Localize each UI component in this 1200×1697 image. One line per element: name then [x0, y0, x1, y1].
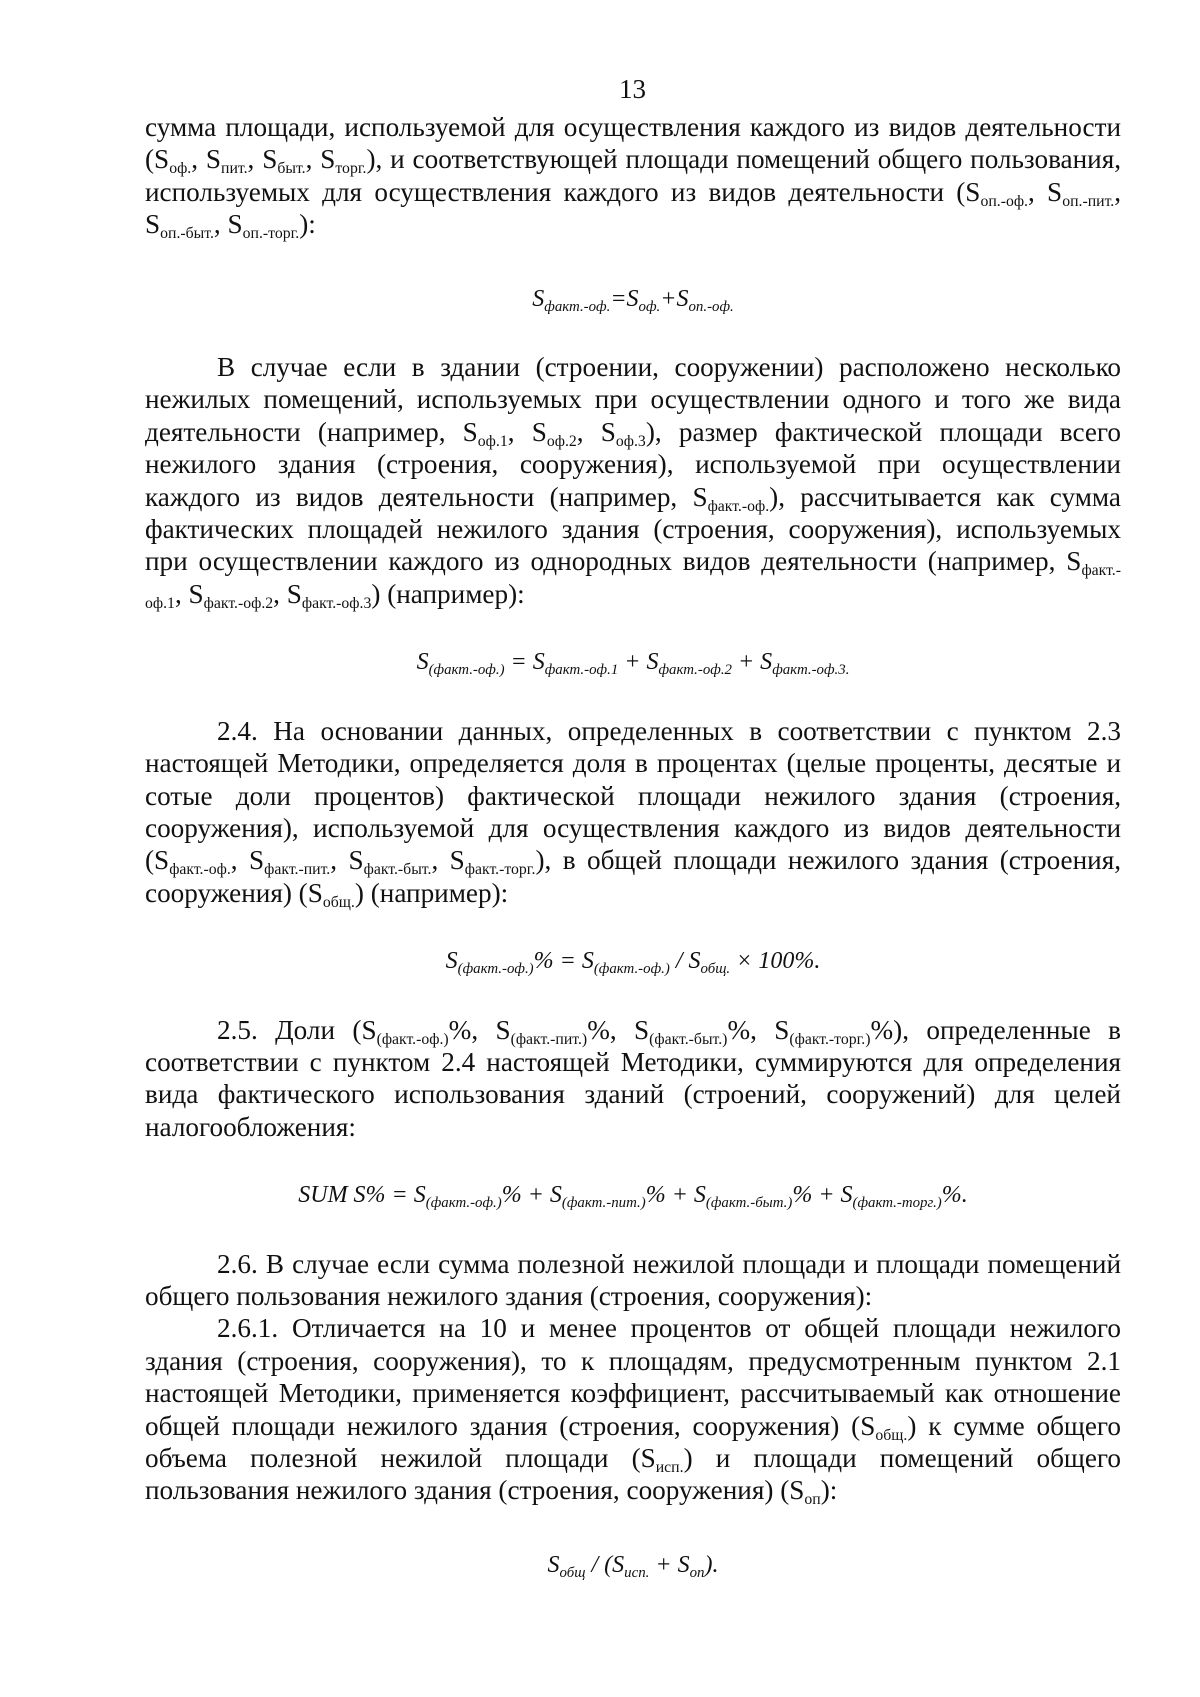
formula-coefficient: $S_{общ} / (S_{исп.} + S_{оп})$.: [547, 1551, 719, 1581]
formula-sum-office-areas: $S_{(факт.-оф.)} = S_{факт.-оф.1} + S_{факт.-оф.2} + S_{факт.-оф.3.}$: [416, 649, 850, 679]
paragraph-2-5: 2.5. Доли ($S_{(факт.-оф.)}\%$, $S_{(факт.-пит.)}\%$, $S_{(факт.-быт.)}\%$, $S_{(факт.-торг.)}\%$), определенные в соответствии с пунктом 2.4 настоящей Методики, суммируются для определения вида фактического использования зданий (строений, сооружений) для целей налогообложения:: [145, 1014, 1121, 1142]
paragraph-activity-areas: сумма площади, используемой для осуществления каждого из видов деятельности ($S_{оф.}$, $S_{пит.}$, $S_{быт.}$, $S_{торг.}$), и соответствующей площади помещений общего пользования, используемых для осуществления каждого из видов деятельности ($S_{оп.-оф.}$, $S_{оп.-пит.}$, $S_{оп.-быт.}$, $S_{оп.-торг.}$):: [145, 112, 1122, 243]
document-body: [145, 111, 1121, 1581]
paragraph-2-6-1: 2.6.1. Отличается на 10 и менее процентов от общей площади нежилого здания (строения, сооружения), то к площадям, предусмотренным пунктом 2.1 настоящей Методики, применяется коэффициент, рассчитываемый как отношение общей площади нежилого здания (строения, сооружения) $(S_{общ.})$ к сумме общего объема полезной нежилой площади $(S_{исп.})$ и площади помещений общего пользования нежилого здания (строения, сооружения) $(S_{оп})$:: [145, 1313, 1121, 1509]
paragraph-2-4: 2.4. На основании данных, определенных в соответствии с пунктом 2.3 настоящей Методики, определяется доля в процентах (целые проценты, десятые и сотые доли процентов) фактической площади нежилого здания (строения, сооружения), используемой для осуществления каждого из видов деятельности ($S_{факт.-оф.}$, $S_{факт.-пит.}$, $S_{факт.-быт.}$, $S_{факт.-торг.}$), в общей площади нежилого здания (строения, сооружения) $(S_{общ.})$ (например):: [145, 715, 1122, 911]
page-number: 13: [619, 74, 646, 104]
paragraph-2-6: 2.6. В случае если сумма полезной нежилой площади и площади помещений общего пользования нежилого здания (строения, сооружения):: [145, 1248, 1121, 1311]
formula-actual-office-area: $S_{факт.-оф.}=S_{оф.}+S_{оп.-оф.}$: [532, 285, 734, 315]
paragraph-multiple-premises: В случае если в здании (строении, сооружении) расположено несколько нежилых помещений, используемых при осуществлении одного и того же вида деятельности (например, $S_{оф.1}$, $S_{оф.2}$, $S_{оф.3}$), размер фактической площади всего нежилого здания (строения, сооружения), используемой при осуществлении каждого из видов деятельности (например, $S_{факт.-оф.}$), рассчитывается как сумма фактических площадей нежилого здания (строения, сооружения), используемых при осуществлении каждого из однородных видов деятельности (например, $S_{факт.-оф.1}$, $S_{факт.-оф.2}$, $S_{факт.-оф.3}$) (например):: [145, 352, 1122, 612]
formula-sum-percent: SUM $S\% = S_{(факт.-оф.)}\% + S_{(факт.-пит.)}\% + S_{(факт.-быт.)}\% + S_{(факт.-торг.)}\%$.: [298, 1182, 968, 1211]
formula-share-percent: $S_{(факт.-оф.)}\% = S_{(факт.-оф.)} / S_{общ.} \times 100\%$.: [445, 948, 821, 977]
